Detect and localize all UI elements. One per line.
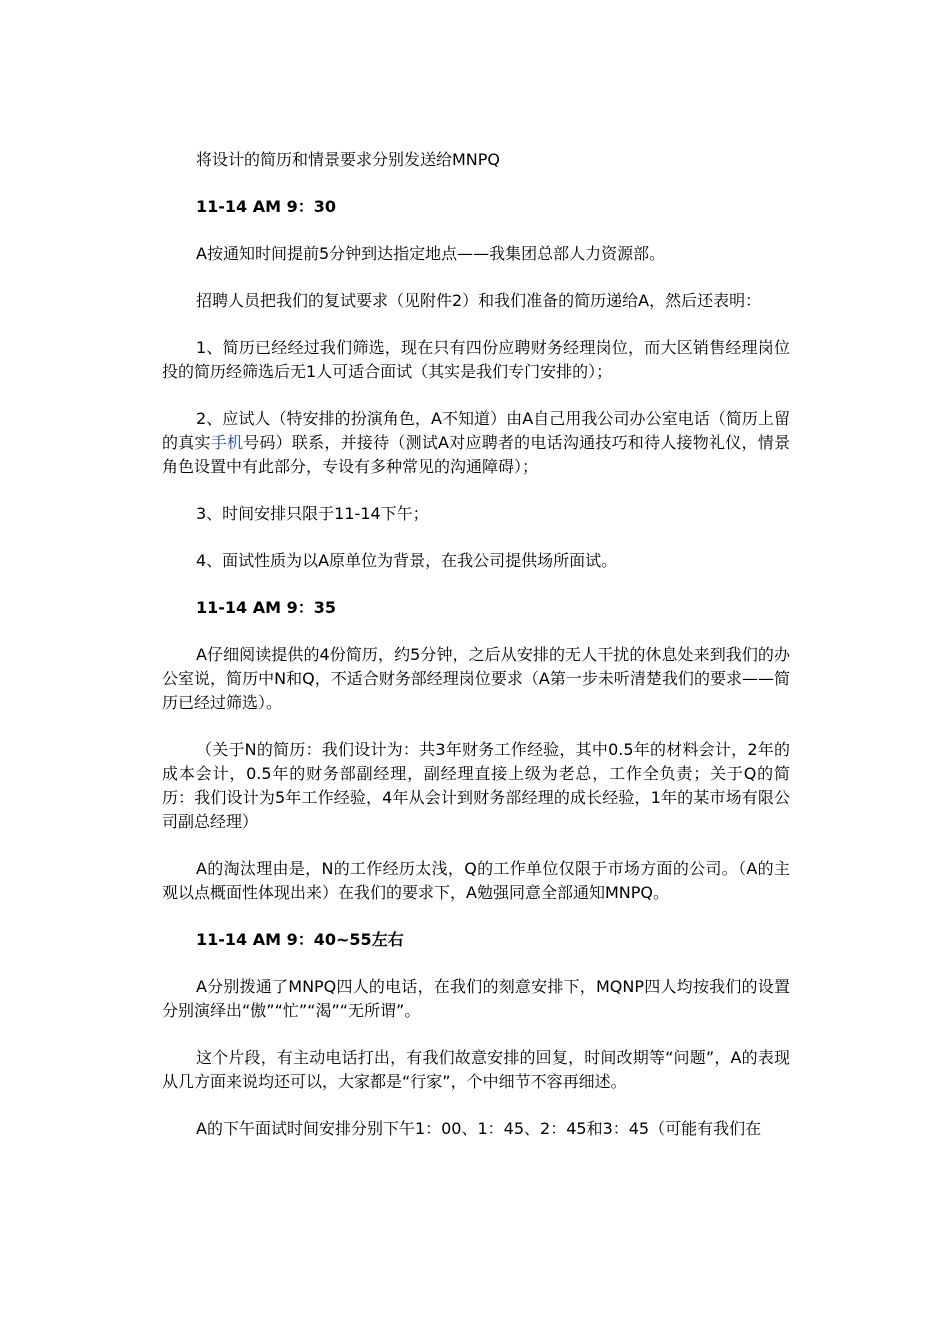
paragraph-text: 号码）联系，并接待（测试A对应聘者的电话沟通技巧和待人接物礼仪，情景角色设置中有此部分，专设有多种常见的沟通障碍）； [162,433,790,476]
paragraph: A分别拨通了MNPQ四人的电话，在我们的刻意安排下，MQNP四人均按我们的设置分别演绎出“傲”“忙”“渴”“无所谓”。 [162,977,790,1020]
document-body [162,148,790,1164]
paragraph: 1、简历已经经过我们筛选，现在只有四份应聘财务经理岗位，而大区销售经理岗位投的简历经筛选后无1人可适合面试（其实是我们专门安排的）； [162,338,790,381]
section-heading: 11-14 AM 9：35 [196,598,337,617]
phone-link[interactable]: 手机 [210,433,244,452]
paragraph: 招聘人员把我们的复试要求（见附件2）和我们准备的简历递给A，然后还表明： [196,291,762,310]
paragraph: A仔细阅读提供的4份简历，约5分钟，之后从安排的无人干扰的休息处来到我们的办公室说，简历中N和Q，不适合财务部经理岗位要求（A第一步未听清楚我们的要求——简历已经过筛选）。 [162,645,790,712]
paragraph [162,407,790,479]
paragraph: （关于N的简历：我们设计为：共3年财务工作经验，其中0.5年的材料会计，2年的成本会计，0.5年的财务部副经理，副经理直接上级为老总，工作全负责；关于Q的简历：我们设计为5年工作经验，4年从会计到财务部经理的成长经验，1年的某市场有限公司副总经理） [162,740,790,831]
paragraph: 这个片段，有主动电话打出，有我们故意安排的回复，时间改期等“问题”，A的表现从几方面来说均还可以，大家都是“行家”，个中细节不容再细述。 [162,1048,790,1091]
paragraph: A按通知时间提前5分钟到达指定地点——我集团总部人力资源部。 [196,244,666,263]
paragraph: 4、面试性质为以A原单位为背景，在我公司提供场所面试。 [196,551,618,570]
paragraph: A的下午面试时间安排分别下午1：00、1：45、2：45和3：45（可能有我们在 [196,1119,762,1138]
paragraph-text: 2、应试人（特安排的扮演角色，A不知道）由A自己用我公司办公室电话（简历上留的真实 [162,409,790,452]
section-heading: 11-14 AM 9：40~55左右 [196,930,404,949]
paragraph: 将设计的简历和情景要求分别发送给MNPQ [196,150,501,169]
section-heading: 11-14 AM 9：30 [196,197,337,216]
paragraph: 3、时间安排只限于11-14下午； [196,504,429,523]
paragraph: A的淘汰理由是，N的工作经历太浅，Q的工作单位仅限于市场方面的公司。（A的主观以点概面性体现出来）在我们的要求下，A勉强同意全部通知MNPQ。 [162,859,790,902]
